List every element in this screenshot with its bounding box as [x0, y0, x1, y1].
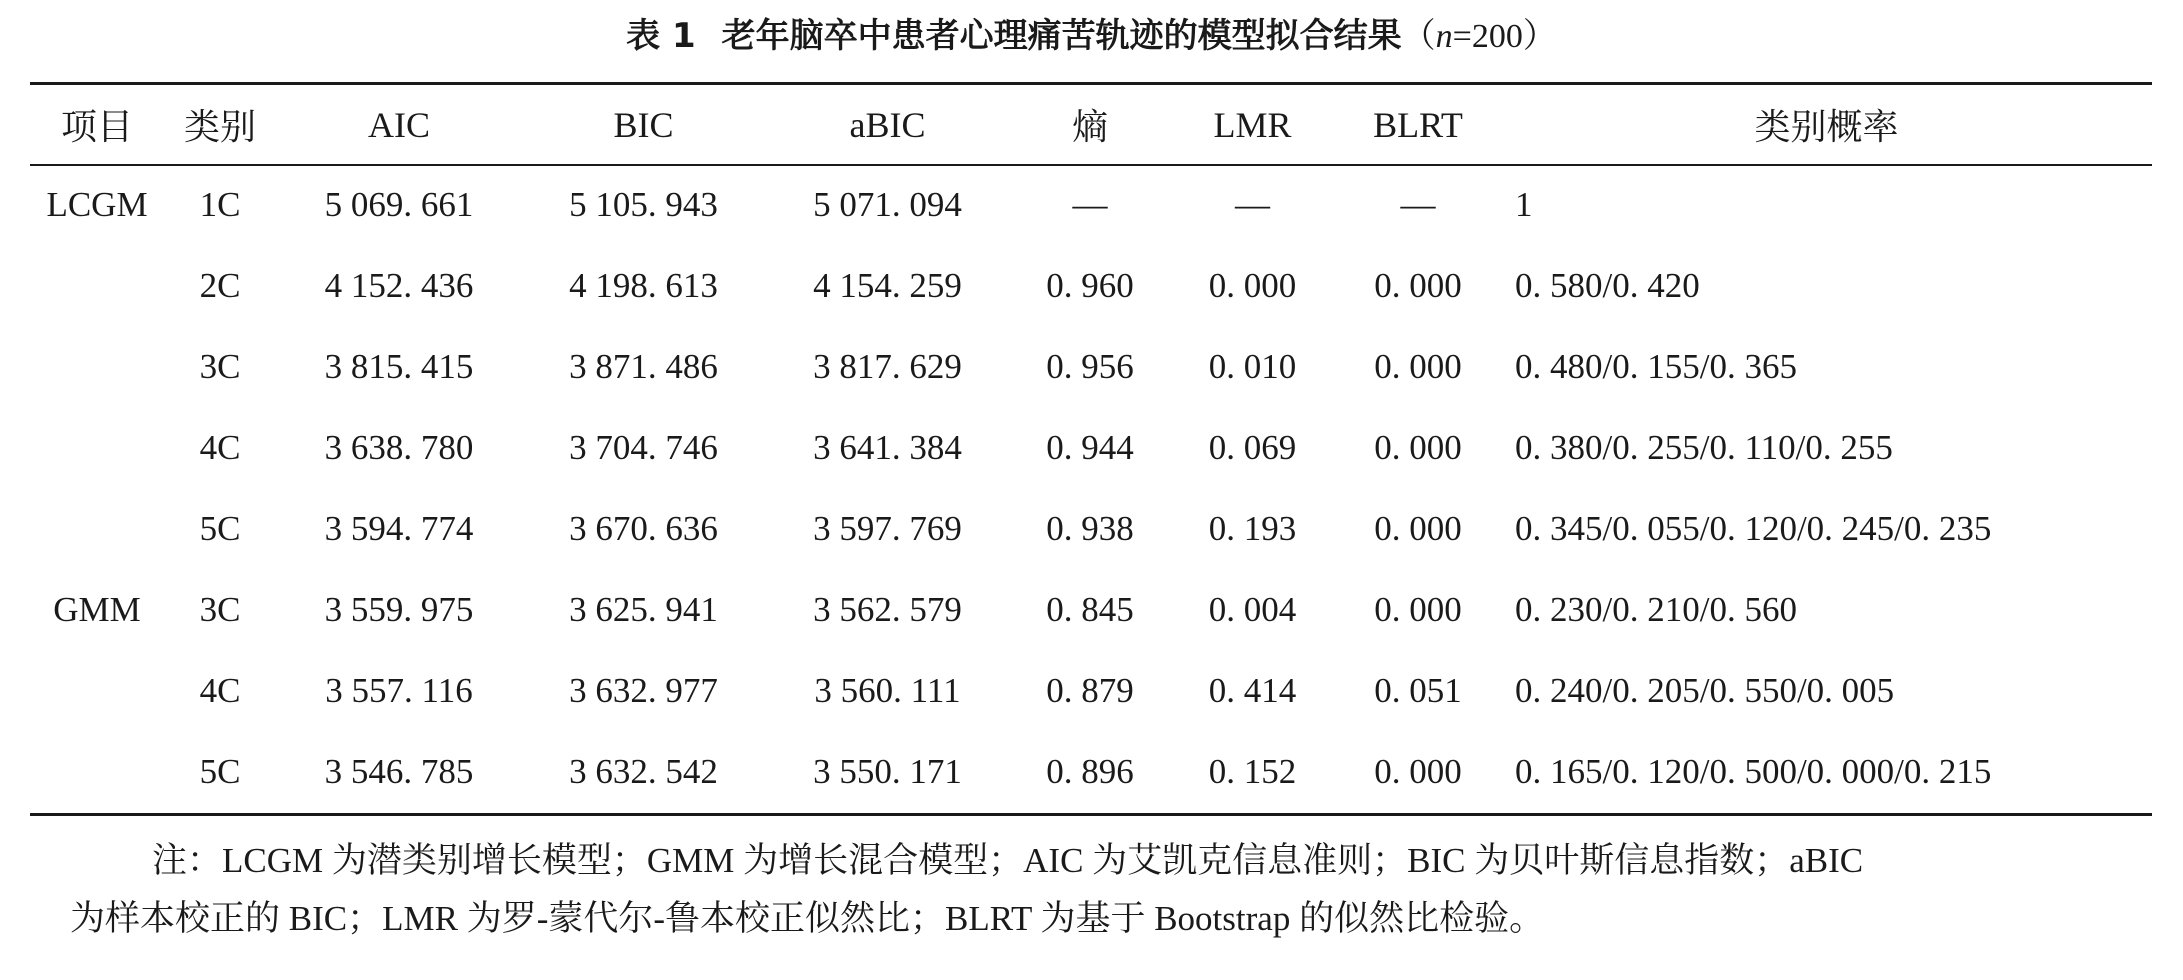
cell-item: GMM [53, 589, 141, 629]
cell-aic: 5 069. 661 [324, 184, 474, 224]
note-line-1: 注：LCGM 为潜类别增长模型；GMM 为增长混合模型；AIC 为艾凯克信息准则；BIC 为贝叶斯信息指数；aBIC [152, 841, 1864, 880]
cell-item: LCGM [46, 184, 148, 224]
cell-class-probability: 0. 480/0. 155/0. 365 [1515, 346, 1797, 386]
cell-bic: 5 105. 943 [569, 184, 718, 224]
table-row [30, 164, 2152, 245]
col-header-item: 项目 [60, 107, 133, 147]
table-row [30, 245, 2152, 326]
table-note [70, 832, 2110, 948]
cell-class: 4C [199, 670, 241, 710]
cell-item [30, 731, 164, 812]
cell-aic: 3 559. 975 [324, 589, 474, 629]
cell-blrt: 0. 000 [1374, 265, 1462, 305]
cell-bic: 4 198. 613 [569, 265, 718, 305]
cell-abic: 3 562. 579 [813, 589, 962, 629]
cell-entropy: 0. 956 [1046, 346, 1134, 386]
cell-abic: 4 154. 259 [813, 265, 962, 305]
cell-entropy: 0. 960 [1046, 265, 1134, 305]
col-header-entropy: 熵 [1071, 107, 1108, 147]
note-line-2: 为样本校正的 BIC；LMR 为罗-蒙代尔-鲁本校正似然比；BLRT 为基于 Bootstrap 的似然比检验。 [70, 899, 1545, 938]
cell-entropy: 0. 944 [1046, 427, 1134, 467]
col-header-bic: BIC [613, 104, 674, 145]
cell-class-probability: 0. 165/0. 120/0. 500/0. 000/0. 215 [1515, 751, 1992, 791]
cell-bic: 3 625. 941 [569, 589, 718, 629]
col-header-class-probability: 类别概率 [1754, 107, 1899, 147]
cell-class-probability: 0. 345/0. 055/0. 120/0. 245/0. 235 [1515, 508, 1992, 548]
table-row [30, 488, 2152, 569]
table-row [30, 407, 2152, 488]
cell-blrt: 0. 000 [1374, 508, 1462, 548]
cell-entropy: 0. 879 [1046, 670, 1134, 710]
cell-entropy: 0. 938 [1046, 508, 1134, 548]
cell-class: 5C [199, 751, 241, 791]
cell-class: 5C [199, 508, 241, 548]
cell-entropy: 0. 845 [1046, 589, 1134, 629]
cell-item [30, 650, 164, 731]
cell-class-probability: 0. 380/0. 255/0. 110/0. 255 [1515, 427, 1893, 467]
table-row [30, 569, 2152, 650]
cell-blrt: 0. 000 [1374, 427, 1462, 467]
cell-lmr: 0. 010 [1208, 346, 1297, 386]
col-header-lmr: LMR [1213, 104, 1292, 145]
table-row [30, 326, 2152, 407]
cell-lmr: — [1235, 184, 1270, 224]
cell-item [30, 326, 164, 407]
table-body [30, 164, 2152, 812]
model-fit-table [30, 85, 2152, 812]
cell-class: 3C [199, 346, 241, 386]
cell-aic: 3 546. 785 [324, 751, 474, 791]
cell-lmr: 0. 193 [1208, 508, 1297, 548]
cell-blrt: 0. 051 [1374, 670, 1462, 710]
cell-class-probability: 1 [1515, 184, 1533, 224]
cell-class: 4C [199, 427, 241, 467]
cell-abic: 3 560. 111 [814, 670, 961, 710]
cell-class-probability: 0. 240/0. 205/0. 550/0. 005 [1515, 670, 1895, 710]
cell-entropy: — [1072, 184, 1108, 224]
cell-bic: 3 670. 636 [569, 508, 718, 548]
cell-abic: 5 071. 094 [813, 184, 962, 224]
table-label: 表 1 [626, 16, 696, 56]
cell-bic: 3 871. 486 [569, 346, 718, 386]
cell-entropy: 0. 896 [1046, 751, 1134, 791]
cell-aic: 4 152. 436 [324, 265, 474, 305]
cell-blrt: — [1400, 184, 1436, 224]
table-title: 老年脑卒中患者心理痛苦轨迹的模型拟合结果 [721, 16, 1402, 56]
bottom-rule [30, 813, 2152, 816]
cell-lmr: 0. 414 [1208, 670, 1297, 710]
cell-aic: 3 557. 116 [325, 670, 473, 710]
cell-aic: 3 815. 415 [324, 346, 474, 386]
cell-lmr: 0. 069 [1208, 427, 1297, 467]
cell-class-probability: 0. 580/0. 420 [1515, 265, 1700, 305]
cell-abic: 3 597. 769 [813, 508, 962, 548]
header-row [30, 85, 2152, 164]
cell-bic: 3 632. 542 [569, 751, 718, 791]
cell-bic: 3 632. 977 [569, 670, 718, 710]
col-header-blrt: BLRT [1373, 104, 1463, 145]
cell-class: 1C [199, 184, 241, 224]
cell-blrt: 0. 000 [1374, 751, 1462, 791]
cell-class: 2C [199, 265, 241, 305]
cell-item [30, 488, 164, 569]
table-row [30, 731, 2152, 812]
sample-size: （n=200） [1401, 18, 1557, 55]
col-header-class: 类别 [183, 107, 256, 147]
col-header-aic: AIC [368, 104, 430, 145]
cell-blrt: 0. 000 [1374, 589, 1462, 629]
cell-item [30, 245, 164, 326]
cell-abic: 3 550. 171 [813, 751, 962, 791]
cell-class-probability: 0. 230/0. 210/0. 560 [1515, 589, 1797, 629]
cell-lmr: 0. 000 [1208, 265, 1297, 305]
cell-abic: 3 817. 629 [813, 346, 962, 386]
cell-item [30, 407, 164, 488]
cell-bic: 3 704. 746 [569, 427, 718, 467]
cell-lmr: 0. 004 [1208, 589, 1297, 629]
col-header-abic: aBIC [849, 104, 926, 145]
cell-aic: 3 594. 774 [324, 508, 474, 548]
cell-blrt: 0. 000 [1374, 346, 1462, 386]
cell-abic: 3 641. 384 [813, 427, 962, 467]
cell-class: 3C [199, 589, 241, 629]
cell-lmr: 0. 152 [1208, 751, 1297, 791]
table-row [30, 650, 2152, 731]
cell-aic: 3 638. 780 [324, 427, 474, 467]
table-caption [0, 10, 2183, 63]
